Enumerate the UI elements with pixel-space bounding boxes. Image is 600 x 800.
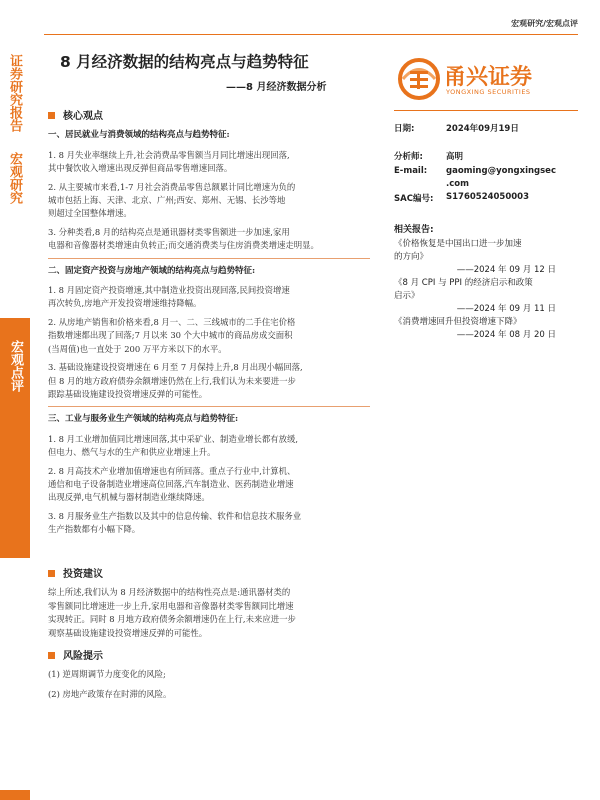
section-divider — [48, 406, 370, 407]
analyst-label: 分析师: — [394, 152, 423, 162]
paragraph-line: 2. 8 月高技术产业增加值增速也有所回落。重点子行业中,计算机、 — [48, 465, 296, 476]
paragraph-line: 再次转负,房地产开发投资增速维持降幅。 — [48, 298, 202, 309]
meta-sac-row — [394, 192, 530, 204]
paragraph-line: 1. 8 月工业增加值同比增速回落,其中采矿业、制造业增长都有放缓, — [48, 433, 299, 444]
related-reports — [394, 222, 572, 342]
date-value: 2024年09月19日 — [446, 124, 519, 134]
paragraph-line: 指数增速都出现了回落;7 月以来 30 个大中城市的商品房成交面积 — [48, 330, 293, 341]
invest-heading-row — [48, 568, 378, 581]
related-item-title[interactable]: 《消费增速回升但投资增速下降》 — [394, 317, 522, 327]
paragraph-line: 3. 基础设施建设投资增速在 6 月至 7 月保持上升,8 月出现小幅回落, — [48, 362, 303, 373]
page-subtitle: ——8 月经济数据分析 — [226, 82, 327, 93]
core-subheading-1: 一、居民就业与消费领域的结构亮点与趋势特征: — [48, 130, 230, 141]
paragraph-line: 其中餐饮收入增速出现反弹但商品零售增速回落。 — [48, 163, 233, 174]
paragraph-line: 综上所述,我们认为 8 月经济数据中的结构性亮点是:通讯器材类的 — [48, 587, 291, 598]
paragraph-line: 2. 从房地产销售和价格来看,8 月一、二、三线城市的二手住宅价格 — [48, 316, 296, 327]
paragraph-line: 1. 8 月失业率继续上升,社会消费品零售额当月同比增速出现回落, — [48, 149, 290, 160]
risk-heading: 风险提示 — [63, 651, 103, 662]
section-bullet-icon — [48, 112, 55, 119]
email-label: E-mail: — [394, 166, 428, 176]
paragraph-line: (当周值)也一直处于 200 万平方米以下的水平。 — [48, 343, 227, 354]
related-item-title[interactable]: 《价格恢复是中国出口进一步加速 — [394, 239, 522, 249]
paragraph-line: 2. 从主要城市来看,1-7 月社会消费品零售总额累计同比增速为负的 — [48, 181, 296, 192]
core-section — [48, 110, 378, 537]
sidebar-label-macro-comment: 宏观点评 — [8, 340, 23, 392]
sac-value: S1760524050003 — [446, 192, 530, 202]
invest-section — [48, 568, 378, 640]
related-item-date: ——2024 年 09 月 12 日 — [456, 265, 556, 275]
meta-email-row — [394, 166, 556, 176]
core-heading: 核心观点 — [63, 111, 103, 122]
company-logo-english: YONGXING SECURITIES — [446, 88, 531, 96]
meta-date-row — [394, 122, 519, 134]
risk-section — [48, 650, 378, 701]
header-divider — [44, 34, 578, 35]
sidebar-label-report-type: 证券研究报告 — [7, 54, 22, 132]
core-subheading-3: 三、工业与服务业生产领域的结构亮点与趋势特征: — [48, 414, 239, 425]
paragraph-line: (1) 逆周期调节力度变化的风险; — [48, 669, 166, 680]
paragraph-line: 1. 8 月固定资产投资增速,其中制造业投资出现回落,民间投资增速 — [48, 285, 290, 296]
meta-analyst-row — [394, 150, 464, 162]
date-label: 日期: — [394, 124, 415, 134]
page-title: 8 月经济数据的结构亮点与趋势特征 — [60, 53, 309, 71]
paragraph-line: 实现转正。同时 8 月地方政府债务余额增速仍在上行,未来应进一步 — [48, 614, 296, 625]
sidebar-bottom-bar — [0, 790, 30, 800]
section-divider — [48, 258, 370, 259]
paragraph-line: 通信和电子设备制造业增速高位回落,汽车制造业、医药制造业增速 — [48, 478, 294, 489]
core-subheading-2: 二、固定资产投资与房地产领域的结构亮点与趋势特征: — [48, 265, 256, 276]
paragraph-line: 跟踪基础设施建设投资增速反弹的可能性。 — [48, 388, 208, 399]
company-logo-name: 甬兴证券 — [444, 65, 533, 90]
paragraph-line: 3. 分种类看,8 月的结构亮点是通讯器材类零售额进一步加速,家用 — [48, 226, 290, 237]
paragraph-line: 电器和音像器材类增速由负转正;而交通消费类与住房消费类增速走明显。 — [48, 240, 319, 251]
sidebar-label-macro-research: 宏观研究 — [7, 152, 22, 204]
related-item-date: ——2024 年 09 月 11 日 — [456, 304, 556, 314]
core-heading-row — [48, 110, 378, 123]
related-heading: 相关报告: — [394, 225, 434, 235]
paragraph-line: 但电力、燃气与水的生产和供应业增速上升。 — [48, 447, 216, 458]
related-item-title[interactable]: 《8 月 CPI 与 PPI 的经济启示和政策 — [394, 278, 533, 288]
paragraph-line: 3. 8 月服务业生产指数以及其中的信息传输、软件和信息技术服务业 — [48, 510, 302, 521]
paragraph-line: 但 8 月的地方政府债券余额增速仍然在上行,我们认为未来要进一步 — [48, 375, 296, 386]
paragraph-line: (2) 房地产政策存在时滞的风险。 — [48, 688, 172, 699]
related-item-title-cont: 启示》 — [394, 291, 420, 301]
analyst-value: 高明 — [446, 152, 464, 162]
related-item-date: ——2024 年 08 月 20 日 — [456, 330, 556, 340]
section-bullet-icon — [48, 570, 55, 577]
email-value-cont: .com — [446, 179, 469, 189]
logo-divider — [394, 110, 578, 111]
sac-label: SAC编号: — [394, 194, 434, 204]
invest-heading: 投资建议 — [63, 569, 103, 580]
paragraph-line: 生产指数都有小幅下降。 — [48, 524, 141, 535]
paragraph-line: 出现反弹,电气机械与器材制造业继续降速。 — [48, 492, 210, 503]
company-logo-icon — [398, 58, 440, 100]
related-item-title-cont: 的方向》 — [394, 252, 429, 262]
paragraph-line: 零售额同比增速进一步上升,家用电器和音像器材类零售额同比增速 — [48, 600, 294, 611]
email-value[interactable]: gaoming@yongxingsec — [446, 166, 556, 176]
risk-heading-row — [48, 650, 378, 663]
report-category: 宏观研究/宏观点评 — [511, 19, 578, 28]
section-bullet-icon — [48, 652, 55, 659]
paragraph-line: 城市包括上海、天津、北京、广州;西安、郑州、无锡、长沙等地 — [48, 195, 286, 206]
paragraph-line: 则超过全国整体增速。 — [48, 208, 132, 219]
paragraph-line: 观察基础设施建设投资增速反弹的可能性。 — [48, 627, 208, 638]
sidebar-top — [0, 0, 30, 300]
